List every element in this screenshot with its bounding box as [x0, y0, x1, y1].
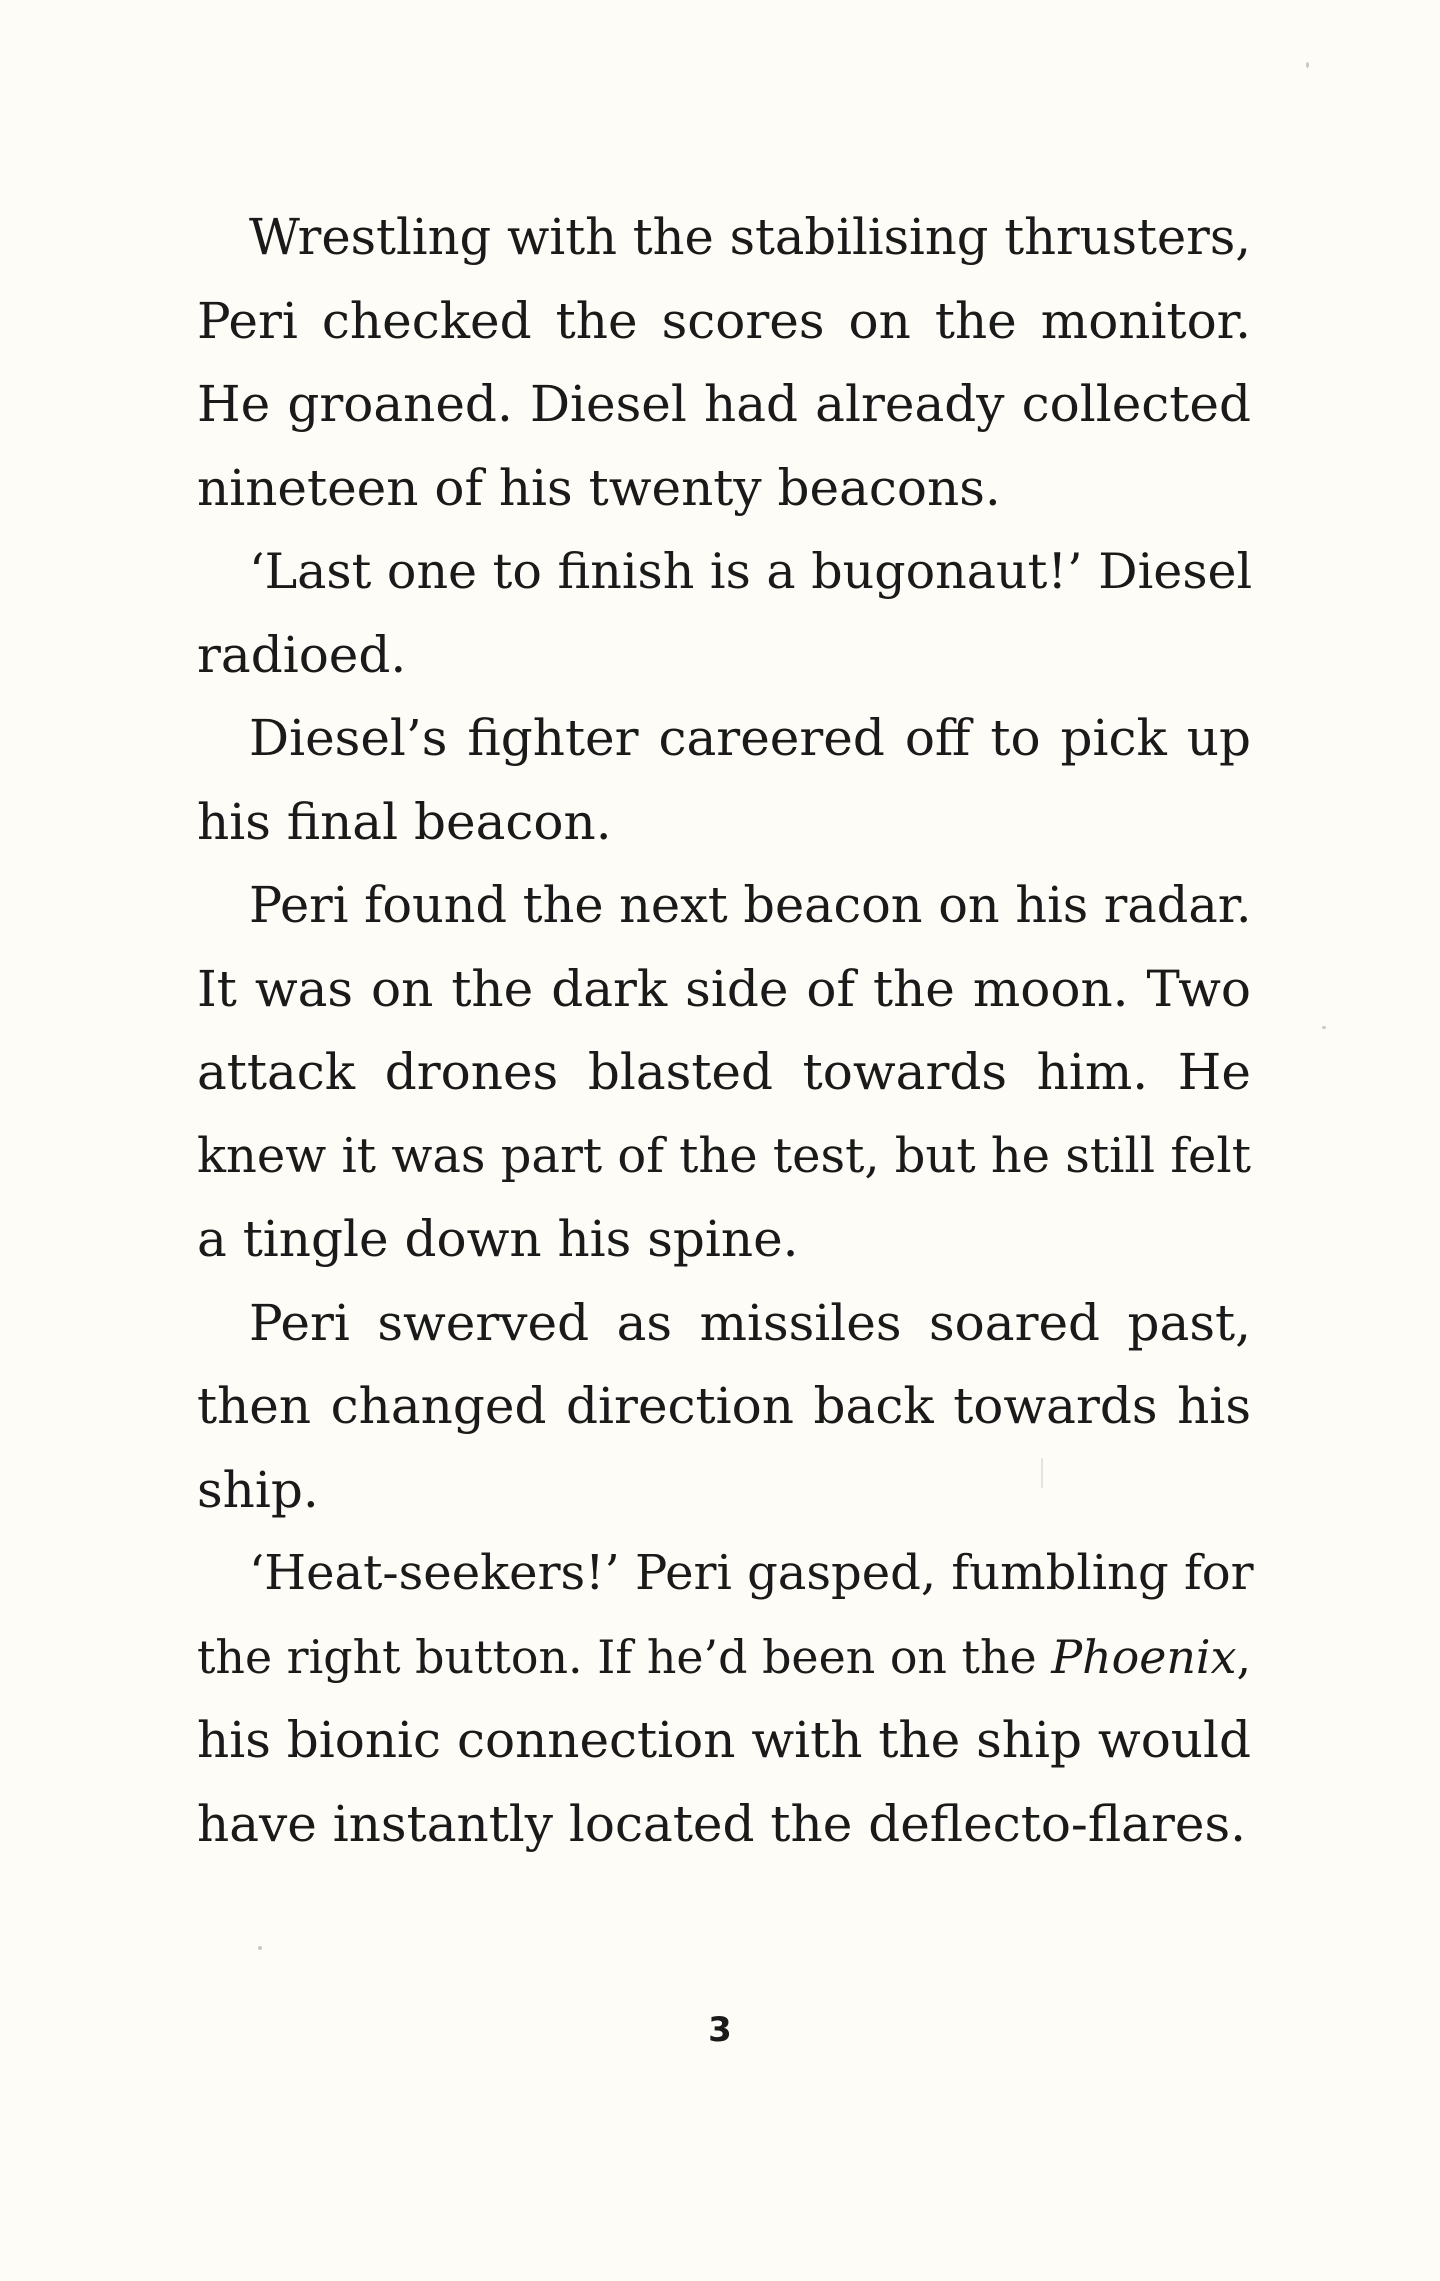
- text-line: a tingle down his spine.: [197, 1210, 799, 1268]
- scan-speck: [1306, 62, 1309, 68]
- scan-speck: [1322, 1026, 1326, 1029]
- ship-name-italic: Phoenix: [1051, 1629, 1237, 1684]
- text-line: It was on the dark side of the moon. Two: [197, 959, 1251, 1018]
- text-line: knew it was part of the test, but he still felt: [197, 1128, 1251, 1184]
- text-line: Peri swerved as missiles soared past,: [249, 1293, 1251, 1352]
- text-line: his bionic connection with the ship would: [197, 1711, 1251, 1769]
- text-line: attack drones blasted towards him. He: [197, 1043, 1251, 1101]
- text-line: Peri checked the scores on the monitor.: [197, 291, 1251, 350]
- body-text: [197, 196, 1254, 1866]
- text-line-with-title: the right button. If he’d been on the Phoenix,: [197, 1629, 1252, 1684]
- text-line: Peri found the next beacon on his radar.: [249, 876, 1252, 934]
- text-line: then changed direction back towards his: [197, 1377, 1251, 1435]
- text-line: nineteen of his twenty beacons.: [197, 458, 1001, 517]
- scan-speck: [1041, 1458, 1043, 1488]
- text-line: Diesel’s fighter careered off to pick up: [249, 709, 1251, 767]
- text-line: ‘Last one to finish is a bugonaut!’ Diesel: [249, 542, 1253, 600]
- scan-speck: [258, 1946, 262, 1950]
- text-line: Wrestling with the stabilising thrusters,: [249, 208, 1251, 266]
- text-line: radioed.: [197, 625, 407, 684]
- text-line: ship.: [197, 1460, 319, 1519]
- text-line: ‘Heat-seekers!’ Peri gasped, fumbling for: [249, 1545, 1254, 1601]
- text-line: his final beacon.: [197, 792, 612, 851]
- page-number: 3: [708, 2010, 732, 2050]
- text-line: He groaned. Diesel had already collected: [197, 375, 1251, 433]
- text-line: have instantly located the deflecto-flares.: [197, 1794, 1247, 1853]
